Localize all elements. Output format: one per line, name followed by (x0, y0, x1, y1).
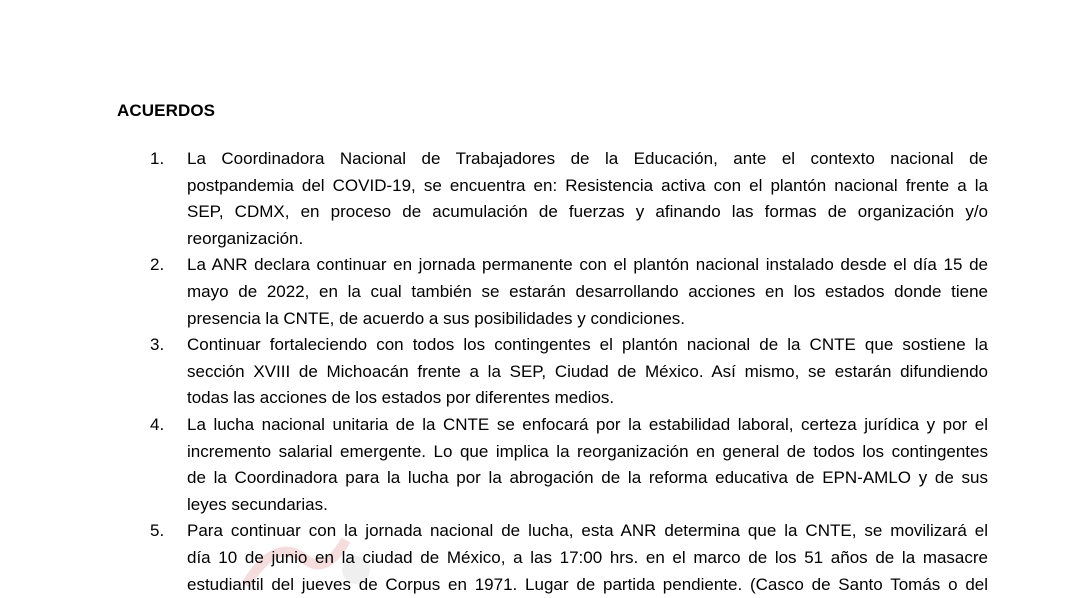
list-item-text (187, 332, 988, 412)
text-line: mayo de 2022, en la cual también se estarán desarrollando acciones en los estados donde tiene (187, 279, 988, 306)
text-line: Continuar fortaleciendo con todos los contingentes el plantón nacional de la CNTE que sostiene la (187, 332, 988, 359)
text-line: estudiantil del jueves de Corpus en 1971. Lugar de partida pendiente. (Casco de Santo Tomás o del (187, 572, 988, 598)
list-item-number: 1. (150, 146, 187, 252)
text-line: sección XVIII de Michoacán frente a la SEP, Ciudad de México. Así mismo, se estarán difundiendo (187, 359, 988, 386)
list-item (150, 146, 988, 252)
list-item-text (187, 252, 988, 332)
list-item-number: 5. (150, 518, 187, 598)
text-line: todas las acciones de los estados por diferentes medios. (187, 385, 988, 412)
section-heading: ACUERDOS (117, 101, 215, 121)
list-item-number: 3. (150, 332, 187, 412)
text-line: reorganización. (187, 226, 988, 253)
text-line: presencia la CNTE, de acuerdo a sus posibilidades y condiciones. (187, 306, 988, 333)
text-line: de la Coordinadora para la lucha por la abrogación de la reforma educativa de EPN-AMLO y de sus (187, 465, 988, 492)
list-item-text (187, 146, 988, 252)
list-item-text (187, 518, 988, 598)
list-item-number: 4. (150, 412, 187, 518)
text-line: día 10 de junio en la ciudad de México, a las 17:00 hrs. en el marco de los 51 años de la masacre (187, 545, 988, 572)
text-line: La ANR declara continuar en jornada permanente con el plantón nacional instalado desde el día 15 de (187, 252, 988, 279)
text-line: leyes secundarias. (187, 492, 988, 519)
text-line: SEP, CDMX, en proceso de acumulación de fuerzas y afinando las formas de organización y/o (187, 199, 988, 226)
text-line: La Coordinadora Nacional de Trabajadores de la Educación, ante el contexto nacional de (187, 146, 988, 173)
list-item-number: 2. (150, 252, 187, 332)
list-item (150, 332, 988, 412)
list-item (150, 412, 988, 518)
list-item-text (187, 412, 988, 518)
agreements-list (150, 146, 988, 598)
text-line: incremento salarial emergente. Lo que implica la reorganización en general de todos los contingentes (187, 439, 988, 466)
text-line: Para continuar con la jornada nacional de lucha, esta ANR determina que la CNTE, se movilizará el (187, 518, 988, 545)
list-item (150, 518, 988, 598)
list-item (150, 252, 988, 332)
text-line: La lucha nacional unitaria de la CNTE se enfocará por la estabilidad laboral, certeza jurídica y por el (187, 412, 988, 439)
text-line: postpandemia del COVID-19, se encuentra en: Resistencia activa con el plantón nacional frente a la (187, 173, 988, 200)
